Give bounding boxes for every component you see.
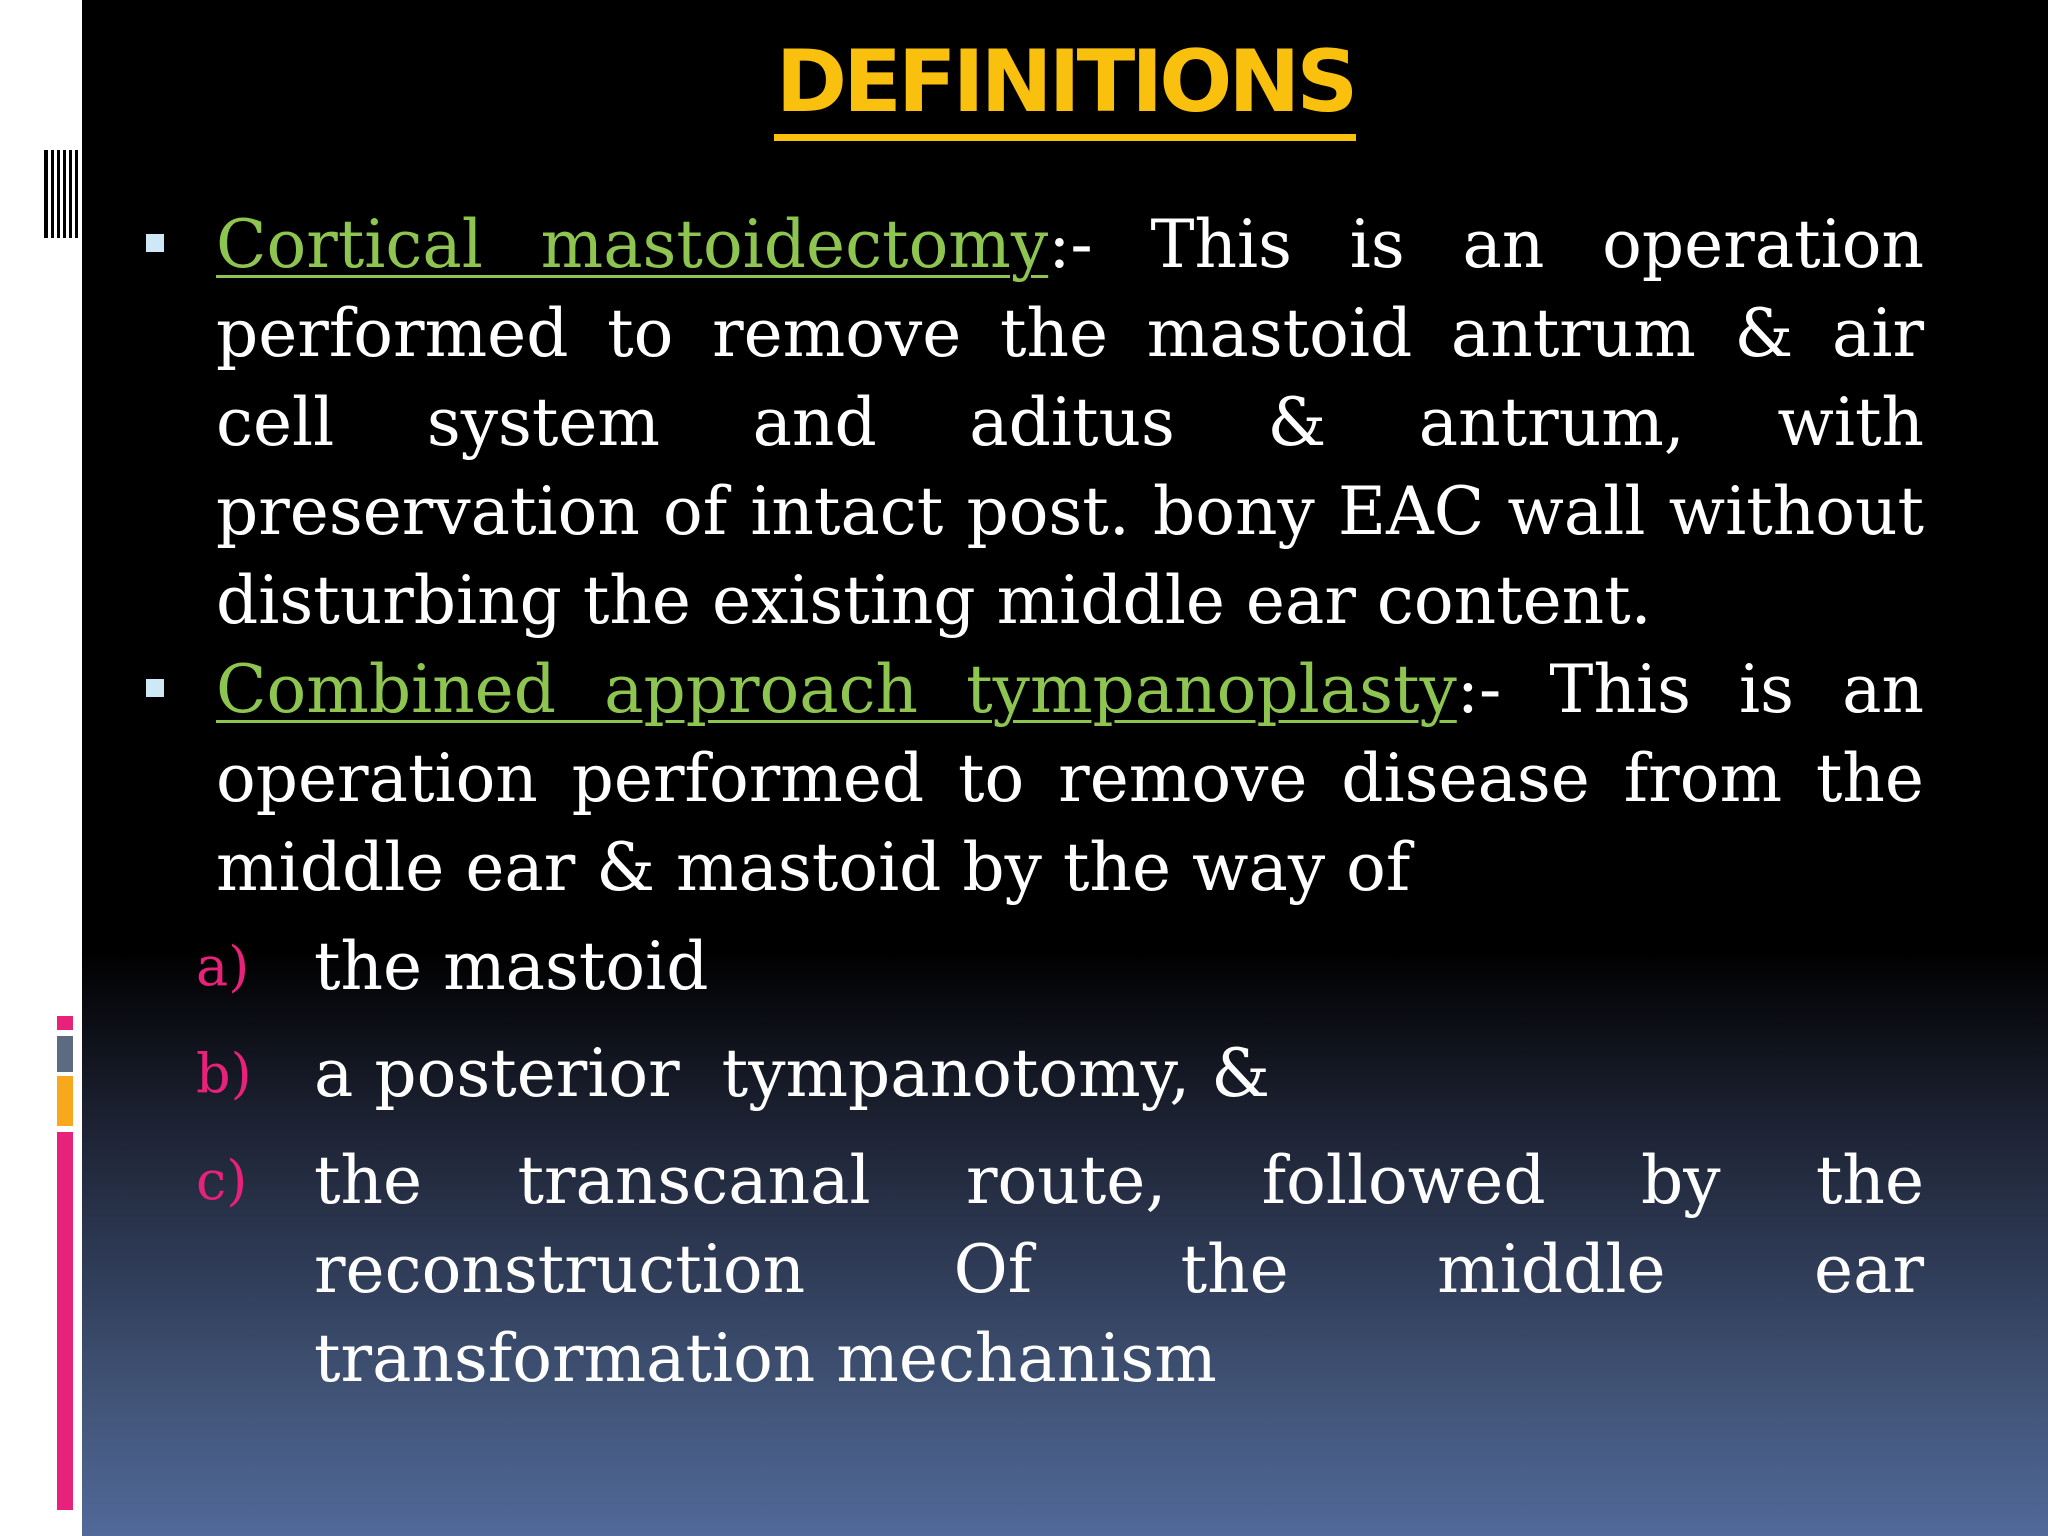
decorative-pink-tall-bar [57,1132,73,1510]
bullet-item-combined-approach-tympanoplasty [140,645,1924,912]
decorative-orange-bar [57,1076,73,1126]
sub-list-item [140,1029,1924,1118]
definition-text: This is an operation performed to remove disease from the middle ear & mastoid by the way of [216,651,1924,906]
decorative-stripes [48,150,80,238]
term-separator: :- [1456,651,1502,728]
decorative-pink-small-bar [57,1016,73,1030]
bullet-item-cortical-mastoidectomy [140,200,1924,645]
definition-term: Combined approach tympanoplasty [216,651,1457,728]
sub-list-marker: c) [196,1149,248,1212]
term-separator: :- [1048,206,1093,283]
slide-title-container [82,22,2048,142]
sub-list-marker: b) [196,1042,252,1105]
square-bullet-icon [146,234,164,252]
sub-list [140,922,1924,1403]
slide-title: DEFINITIONS [774,30,1357,141]
sub-list-text: the transcanal route, followed by the reconstruction Of the middle ear transformation mechanism [314,1142,1924,1397]
sub-list-text: a posterior tympanotomy, & [314,1035,1270,1112]
square-bullet-icon [146,679,164,697]
sub-list-marker: a) [196,935,250,998]
sub-list-item [140,922,1924,1011]
definition-term: Cortical mastoidectomy [216,206,1049,283]
slide-content [140,200,1924,1421]
decorative-gray-bar [57,1036,73,1072]
sub-list-text: the mastoid [314,928,709,1005]
sub-list-item [140,1136,1924,1403]
definition-text: This is an operation performed to remove the mastoid antrum & air cell system and aditus & antrum, with preservation of intact post. bony EAC wall without disturbing the existing middle ear content. [216,206,1924,639]
